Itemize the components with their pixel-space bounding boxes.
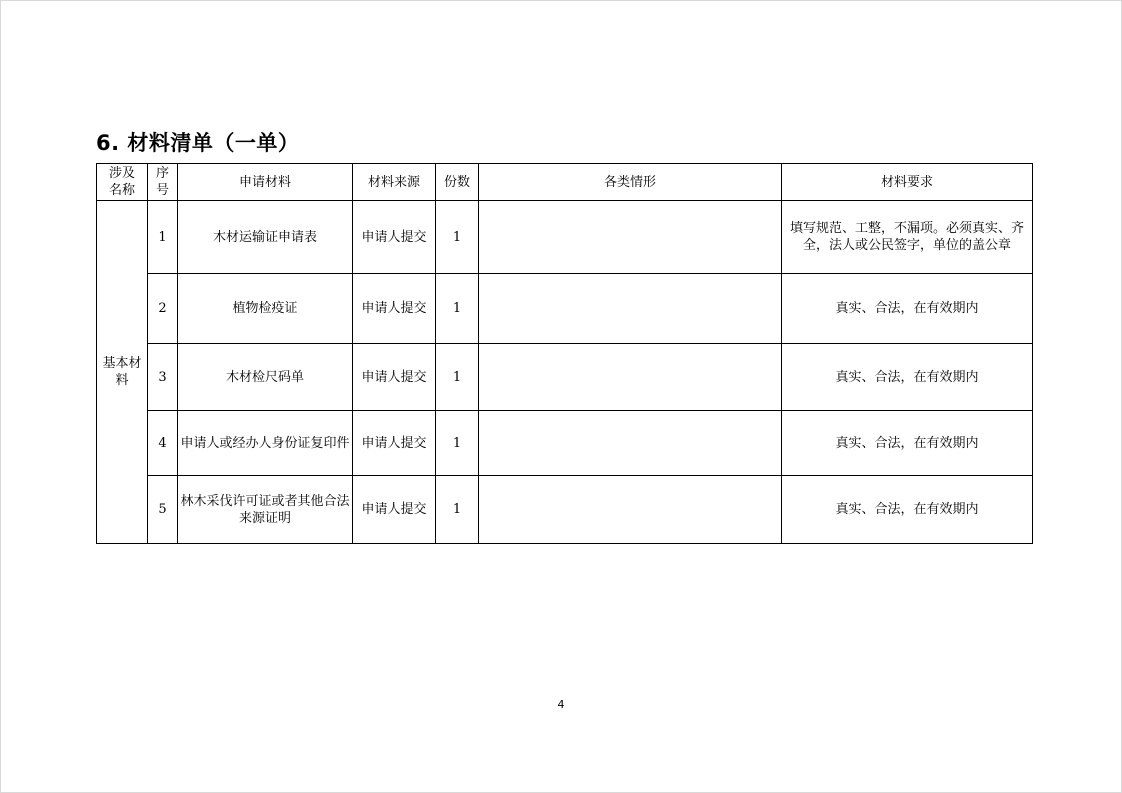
- row-source: 申请人提交: [353, 411, 436, 476]
- row-situations: [479, 344, 782, 411]
- row-situations: [479, 201, 782, 274]
- row-requirements: 真实、合法，在有效期内: [782, 274, 1033, 344]
- row-copies: 1: [436, 476, 479, 544]
- row-situations: [479, 411, 782, 476]
- header-requirements: 材料要求: [782, 164, 1033, 201]
- row-requirements: 真实、合法，在有效期内: [782, 476, 1033, 544]
- table-row: [97, 411, 1033, 476]
- table-row: [97, 476, 1033, 544]
- row-index: 5: [148, 476, 178, 544]
- row-situations: [479, 274, 782, 344]
- row-source: 申请人提交: [353, 344, 436, 411]
- section-title: 6. 材料清单（一单）: [96, 131, 300, 155]
- materials-table: [96, 163, 1033, 544]
- row-material: 植物检疫证: [178, 274, 353, 344]
- header-material: 申请材料: [178, 164, 353, 201]
- row-requirements: 真实、合法，在有效期内: [782, 411, 1033, 476]
- row-index: 3: [148, 344, 178, 411]
- header-situations: 各类情形: [479, 164, 782, 201]
- row-source: 申请人提交: [353, 476, 436, 544]
- row-index: 2: [148, 274, 178, 344]
- row-copies: 1: [436, 411, 479, 476]
- row-copies: 1: [436, 201, 479, 274]
- header-source: 材料来源: [353, 164, 436, 201]
- row-copies: 1: [436, 274, 479, 344]
- table-row: [97, 274, 1033, 344]
- category-cell: 基本材料: [97, 201, 148, 544]
- table-header-row: [97, 164, 1033, 201]
- row-source: 申请人提交: [353, 274, 436, 344]
- row-source: 申请人提交: [353, 201, 436, 274]
- row-material: 木材运输证申请表: [178, 201, 353, 274]
- row-requirements: 真实、合法，在有效期内: [782, 344, 1033, 411]
- row-copies: 1: [436, 344, 479, 411]
- row-index: 1: [148, 201, 178, 274]
- row-material: 林木采伐许可证或者其他合法来源证明: [178, 476, 353, 544]
- header-index: 序号: [148, 164, 178, 201]
- table-row: [97, 344, 1033, 411]
- row-material: 木材检尺码单: [178, 344, 353, 411]
- row-situations: [479, 476, 782, 544]
- row-requirements: 填写规范、工整，不漏项。必须真实、齐全，法人或公民签字，单位的盖公章: [782, 201, 1033, 274]
- page-number: 4: [557, 698, 565, 711]
- header-category: 涉及名称: [97, 164, 148, 201]
- header-copies: 份数: [436, 164, 479, 201]
- table-row: [97, 201, 1033, 274]
- row-index: 4: [148, 411, 178, 476]
- row-material: 申请人或经办人身份证复印件: [178, 411, 353, 476]
